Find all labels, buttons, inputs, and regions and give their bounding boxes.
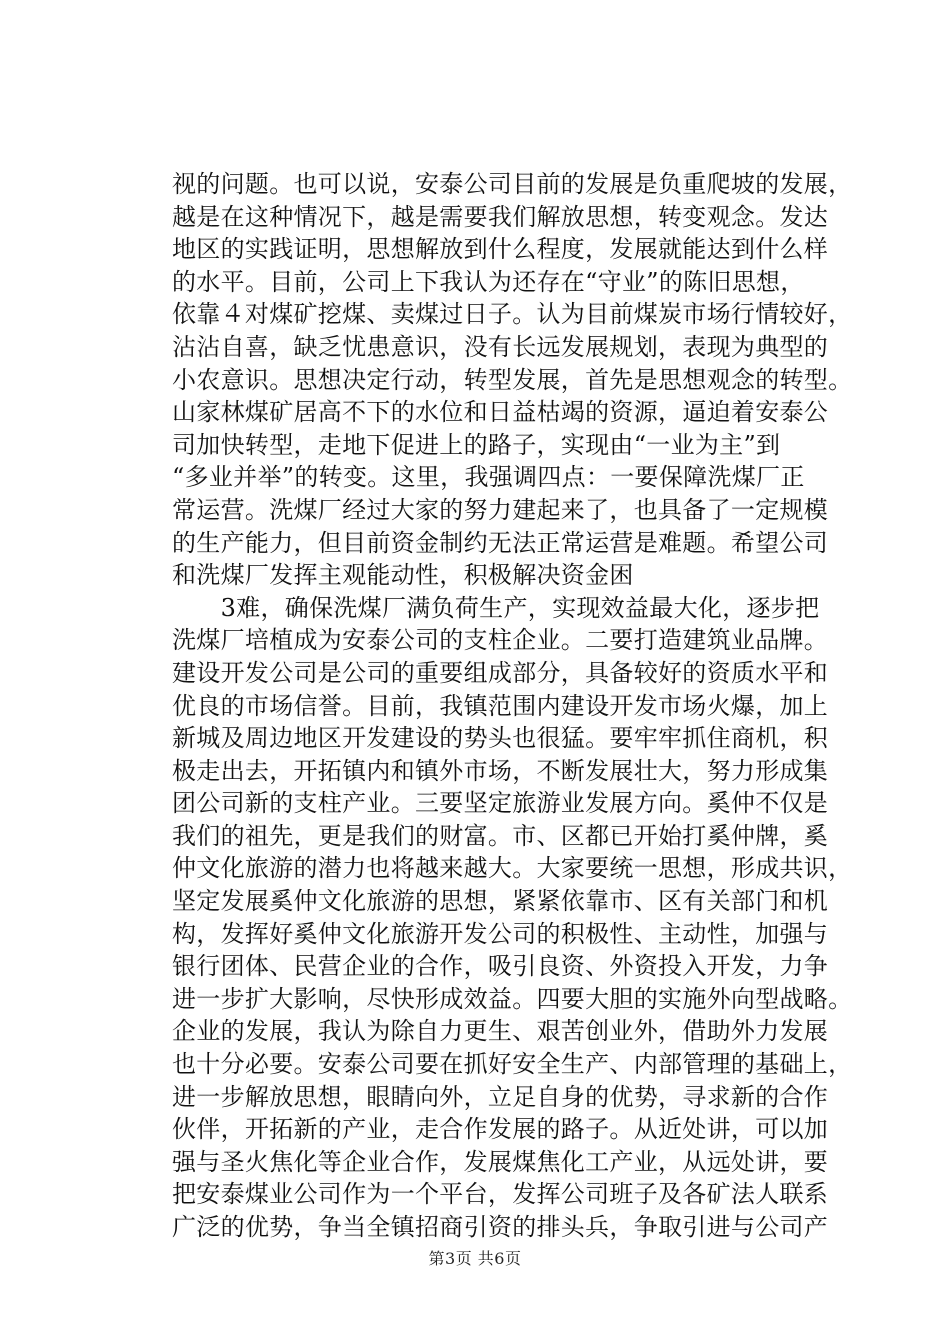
text-line: 极走出去，开拓镇内和镇外市场，不断发展壮大，努力形成集	[172, 756, 829, 785]
text-line: 我们的祖先，更是我们的财富。市、区都已开始打奚仲牌，奚	[172, 821, 829, 850]
text-line: 进一步扩大影响，尽快形成效益。四要大胆的实施外向型战略。	[172, 984, 853, 1013]
text-line: 团公司新的支柱产业。三要坚定旅游业发展方向。奚仲不仅是	[172, 789, 829, 818]
text-line: 的水平。目前，公司上下我认为还存在“守业”的陈旧思想，	[172, 267, 805, 296]
text-line: 仲文化旅游的潜力也将越来越大。大家要统一思想，形成共识，	[172, 854, 853, 883]
text-line: 也十分必要。安泰公司要在抓好安全生产、内部管理的基础上，	[172, 1050, 853, 1079]
page-footer	[0, 1246, 950, 1269]
text-line: 强与圣火焦化等企业合作，发展煤焦化工产业，从远处讲，要	[172, 1147, 829, 1176]
text-line: 越是在这种情况下，越是需要我们解放思想，转变观念。发达	[172, 202, 829, 231]
text-line: 和洗煤厂发挥主观能动性，积极解决资金困	[172, 561, 634, 590]
text-line: 把安泰煤业公司作为一个平台，发挥公司班子及各矿法人联系	[172, 1180, 829, 1209]
text-line: 3难，确保洗煤厂满负荷生产，实现效益最大化，逐步把	[172, 593, 820, 622]
text-line: 沾沾自喜，缺乏忧患意识，没有长远发展规划，表现为典型的	[172, 332, 829, 361]
text-line: 洗煤厂培植成为安泰公司的支柱企业。二要打造建筑业品牌。	[172, 626, 829, 655]
text-line: 依靠４对煤矿挖煤、卖煤过日子。认为目前煤炭市场行情较好，	[172, 300, 853, 329]
text-line: 视的问题。也可以说，安泰公司目前的发展是负重爬坡的发展，	[172, 170, 853, 198]
text-line: 建设开发公司是公司的重要组成部分，具备较好的资质水平和	[172, 658, 829, 687]
text-line: 坚定发展奚仲文化旅游的思想，紧紧依靠市、区有关部门和机	[172, 887, 829, 916]
text-line: 构，发挥好奚仲文化旅游开发公司的积极性、主动性，加强与	[172, 919, 829, 948]
text-line: 司加快转型，走地下促进上的路子，实现由“一业为主”到	[172, 430, 781, 459]
text-line: “多业并举”的转变。这里，我强调四点：一要保障洗煤厂正	[172, 463, 805, 492]
text-line: 广泛的优势，争当全镇招商引资的排头兵，争取引进与公司产	[172, 1213, 829, 1241]
text-line: 优良的市场信誉。目前，我镇范围内建设开发市场火爆，加上	[172, 691, 829, 720]
text-line: 小农意识。思想决定行动，转型发展，首先是思想观念的转型。	[172, 365, 853, 394]
text-line: 进一步解放思想，眼睛向外，立足自身的优势，寻求新的合作	[172, 1082, 829, 1111]
text-line: 伙伴，开拓新的产业，走合作发展的路子。从近处讲，可以加	[172, 1115, 829, 1144]
body-text	[172, 168, 862, 1244]
text-line: 的生产能力，但目前资金制约无法正常运营是难题。希望公司	[172, 528, 829, 557]
text-line: 常运营。洗煤厂经过大家的努力建起来了，也具备了一定规模	[172, 495, 829, 524]
page-number-label: 第3页 共6页	[428, 1249, 522, 1268]
text-line: 地区的实践证明，思想解放到什么程度，发展就能达到什么样	[172, 235, 829, 264]
text-line: 山家林煤矿居高不下的水位和日益枯竭的资源，逼迫着安泰公	[172, 398, 829, 427]
text-line: 新城及周边地区开发建设的势头也很猛。要牢牢抓住商机，积	[172, 724, 829, 753]
text-line: 企业的发展，我认为除自力更生、艰苦创业外，借助外力发展	[172, 1017, 829, 1046]
text-line: 银行团体、民营企业的合作，吸引良资、外资投入开发，力争	[172, 952, 829, 981]
